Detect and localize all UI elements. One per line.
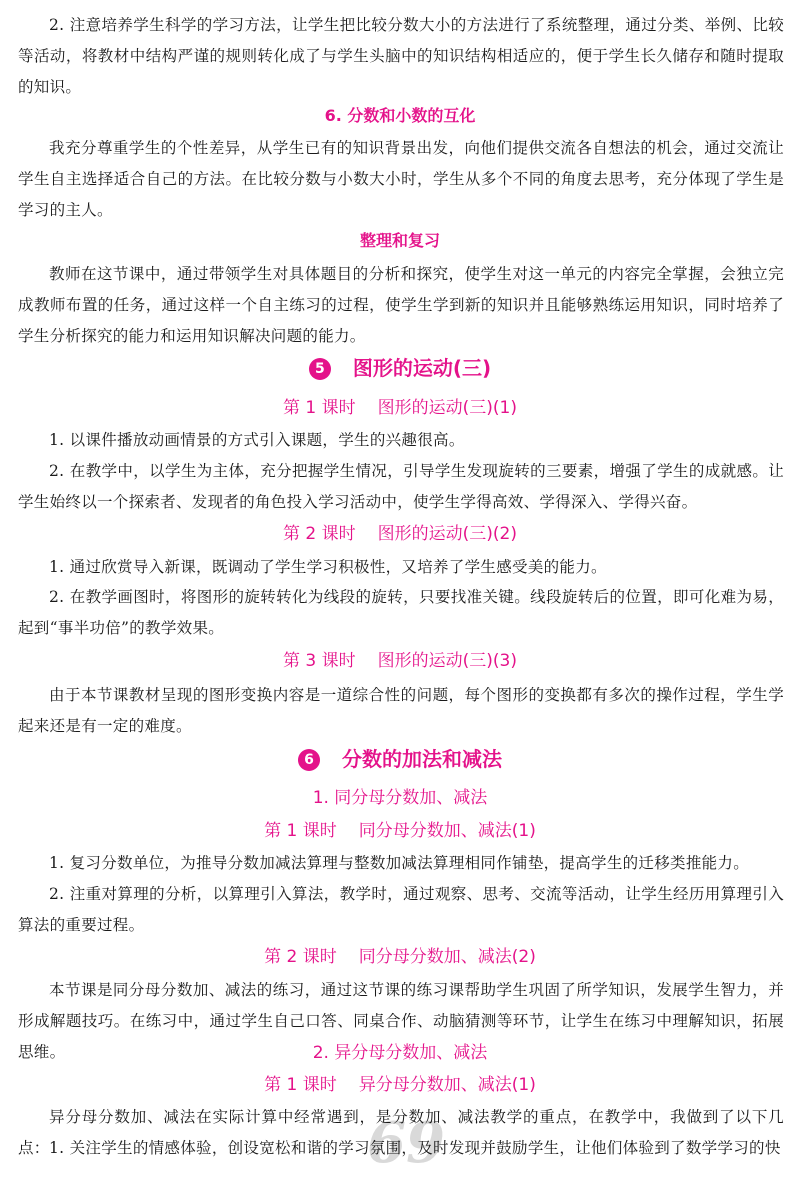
lesson-title: 同分母分数加、减法(1) — [358, 821, 536, 841]
paragraph-6-1-point-1: 1. 复习分数单位，为推导分数加减法算理与整数加减法算理相同作铺垫，提高学生的迁移类推能力。 — [49, 854, 750, 872]
paragraph-review: 教师在这节课中，通过带领学生对具体题目的分析和探究，使学生对这一单元的内容完全掌握，会独立完成教师布置的任务，通过这样一个自主练习的过程，使学生学到新的知识并且能够熟练运用知识，同时培养了学生分析探究的能力和运用知识解决问题的能力。 — [18, 265, 784, 345]
paragraph-6-2: 本节课是同分母分数加、减法的练习，通过这节课的练习课帮助学生巩固了所学知识，发展学生智力，并形成解题技巧。在练习中，通过学生自己口答、同桌合作、动脑猜测等环节，让学生在练习中理解知识，拓展思维。 — [18, 981, 784, 1061]
lesson-heading-6-2 — [0, 944, 800, 970]
section-heading-review: 整理和复习 — [359, 231, 440, 250]
lesson-title: 异分母分数加、减法(1) — [358, 1075, 536, 1095]
paragraph-6-1-point-2: 2. 注重对算理的分析，以算理引入算法，教学时，通过观察、思考、交流等活动，让学生经历用算理引入算法的重要过程。 — [18, 885, 784, 934]
unit-heading-5 — [0, 353, 800, 383]
paragraph-compare-methods: 2. 注意培养学生科学的学习方法，让学生把比较分数大小的方法进行了系统整理，通过分类、举例、比较等活动，将教材中结构严谨的规则转化成了与学生头脑中的知识结构相适应的，便于学生长久储存和随时提取的知识。 — [18, 16, 784, 96]
page-number-watermark: 69 — [367, 1110, 445, 1176]
unit-heading-6 — [0, 744, 800, 774]
lesson-title: 图形的运动(三)(2) — [377, 524, 517, 544]
lesson-label: 第 3 课时 — [283, 651, 356, 671]
lesson-heading-6-3 — [0, 1072, 800, 1098]
paragraph-5-2-point-1: 1. 通过欣赏导入新课，既调动了学生学习积极性，又培养了学生感受美的能力。 — [49, 558, 607, 576]
lesson-label: 第 2 课时 — [264, 947, 337, 967]
paragraph-5-1-point-2: 2. 在教学中，以学生为主体，充分把握学生情况，引导学生发现旋转的三要素，增强了学生的成就感。让学生始终以一个探索者、发现者的角色投入学习活动中，使学生学得高效、学得深入、学得兴奋。 — [18, 462, 784, 511]
unit-number-badge: 5 — [309, 358, 331, 380]
unit-title: 分数的加法和减法 — [342, 747, 502, 771]
lesson-label: 第 2 课时 — [283, 524, 356, 544]
lesson-label: 第 1 课时 — [283, 398, 356, 418]
section-heading-different-denominator: 2. 异分母分数加、减法 — [312, 1043, 488, 1063]
lesson-label: 第 1 课时 — [264, 821, 337, 841]
lesson-heading-6-1 — [0, 818, 800, 844]
lesson-heading-5-2 — [0, 521, 800, 547]
lesson-title: 同分母分数加、减法(2) — [358, 947, 536, 967]
paragraph-fraction-decimal: 我充分尊重学生的个性差异，从学生已有的知识背景出发，向他们提供交流各自想法的机会，通过交流让学生自主选择适合自己的方法。在比较分数与小数大小时，学生从多个不同的角度去思考，充分体现了学生是学习的主人。 — [18, 139, 784, 219]
paragraph-5-2-point-2: 2. 在教学画图时，将图形的旋转转化为线段的旋转，只要找准关键。线段旋转后的位置，即可化难为易，起到“事半功倍”的教学效果。 — [18, 588, 784, 637]
paragraph-5-1-point-1: 1. 以课件播放动画情景的方式引入课题，学生的兴趣很高。 — [49, 431, 465, 449]
section-heading-fraction-decimal: 6. 分数和小数的互化 — [324, 106, 476, 125]
paragraph-6-3-point-1: 1. 关注学生的情感体验，创设宽松和谐的学习氛围，及时发现并鼓励学生，让他们体验到了数学学习的快 — [49, 1139, 781, 1157]
unit-title: 图形的运动(三) — [352, 356, 492, 380]
paragraph-6-3-intro: 异分母分数加、减法在实际计算中经常遇到，是分数加、减法教学的重点，在教学中，我做到了以下几点： — [18, 1108, 784, 1157]
lesson-title: 图形的运动(三)(1) — [377, 398, 517, 418]
paragraph-5-3: 由于本节课教材呈现的图形变换内容是一道综合性的问题，每个图形的变换都有多次的操作过程，学生学起来还是有一定的难度。 — [18, 686, 784, 735]
lesson-heading-5-3 — [0, 648, 800, 674]
lesson-title: 图形的运动(三)(3) — [377, 651, 517, 671]
unit-number-badge: 6 — [298, 749, 320, 771]
lesson-heading-5-1 — [0, 395, 800, 421]
lesson-label: 第 1 课时 — [264, 1075, 337, 1095]
section-heading-same-denominator: 1. 同分母分数加、减法 — [312, 788, 488, 808]
